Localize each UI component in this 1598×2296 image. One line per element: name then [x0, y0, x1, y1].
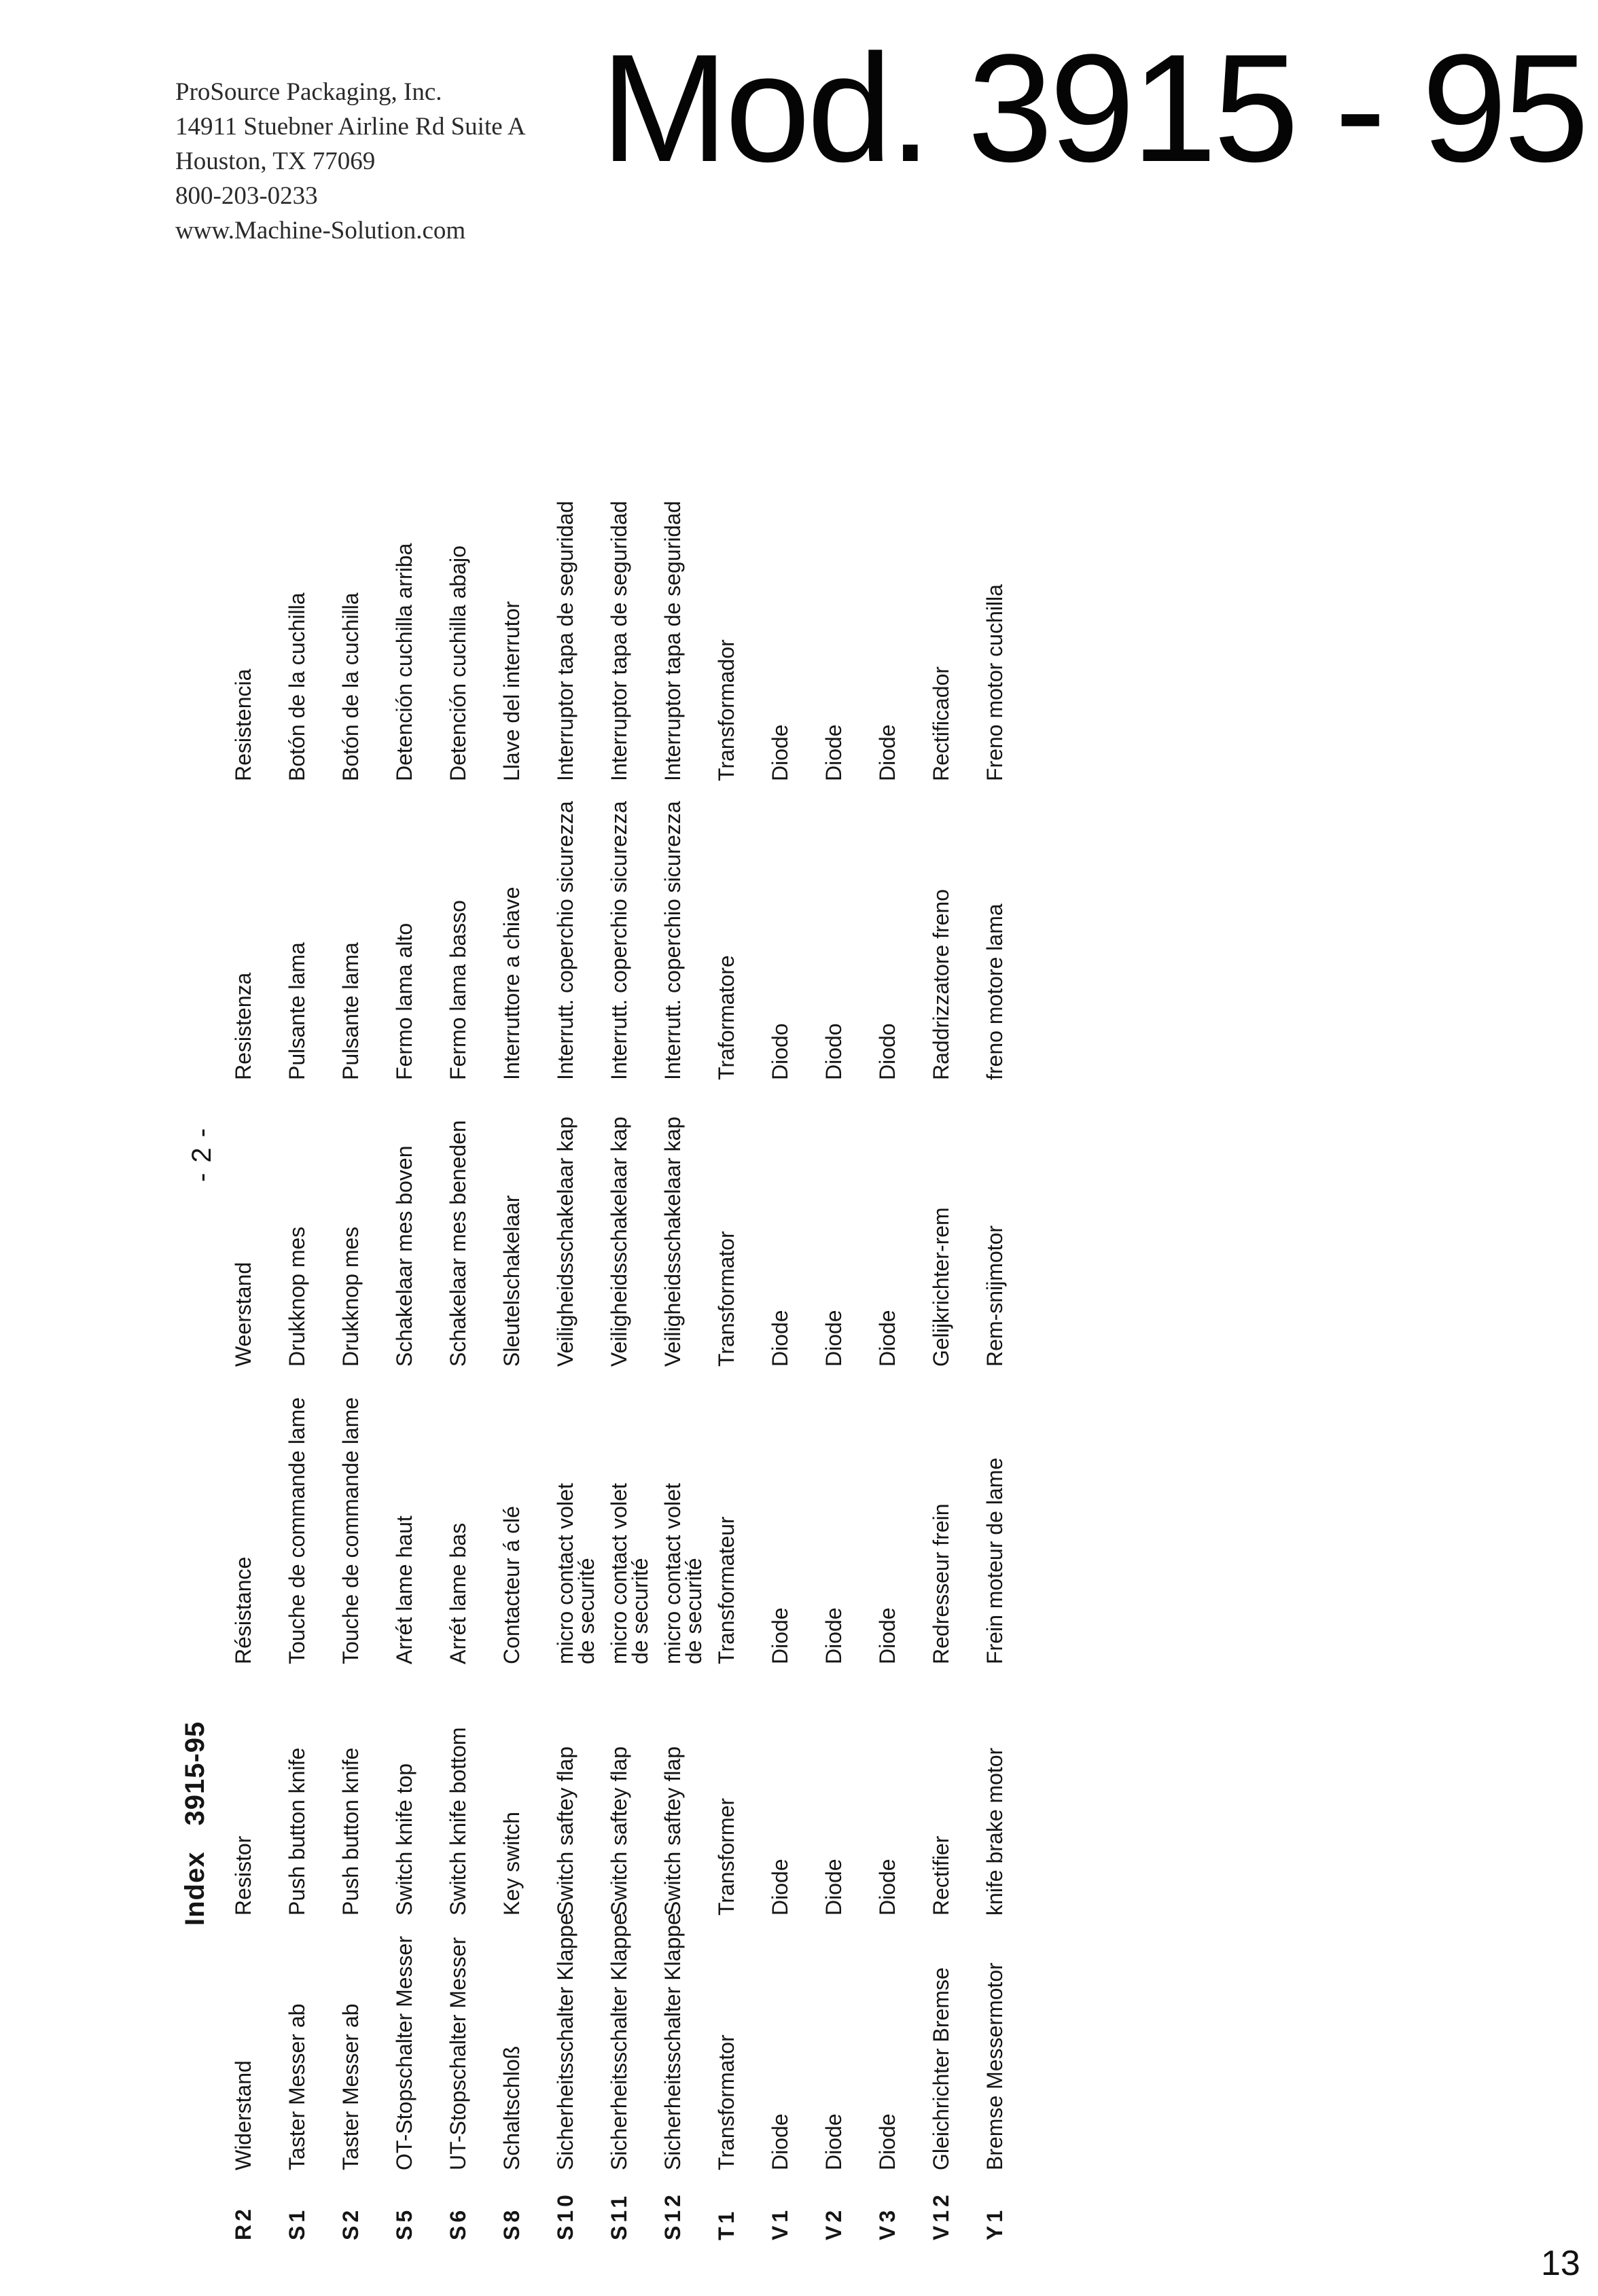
component-code: R2 [231, 2206, 255, 2240]
component-code: S8 [499, 2206, 524, 2240]
component-code: S1 [285, 2206, 309, 2240]
dutch-description: Diode [821, 1310, 846, 1367]
dutch-description: Sleutelschakelaar [499, 1195, 524, 1367]
table-row [716, 156, 770, 2242]
spanish-description: Interruptor tapa de seguridad [607, 501, 631, 781]
french-description [609, 1483, 651, 1664]
component-code: T1 [714, 2208, 739, 2240]
french-line-2: de securité [574, 1558, 599, 1664]
french-description: Transformateur [714, 1516, 739, 1664]
section-page-marker: - 2 - [187, 1126, 217, 1182]
table-row [394, 156, 448, 2242]
table-row [931, 156, 984, 2242]
german-description: Taster Messer ab [285, 2003, 309, 2170]
spanish-description: Diode [768, 724, 792, 781]
italian-description: Pulsante lama [338, 942, 363, 1080]
french-description: Diode [821, 1607, 846, 1664]
dutch-description: Veiligheidsschakelaar kap [607, 1116, 631, 1367]
french-line-2: de securité [628, 1558, 652, 1664]
german-description: OT-Stopschalter Messer [392, 1936, 416, 2170]
french-description [555, 1483, 597, 1664]
german-description: UT-Stopschalter Messer [446, 1937, 470, 2170]
english-description: Key switch [499, 1812, 524, 1916]
german-description: Widerstand [231, 2060, 255, 2170]
german-description: Sicherheitsschalter Klappe [553, 1913, 578, 2170]
italian-description: Fermo lama basso [446, 900, 470, 1080]
german-description: Diode [821, 2113, 846, 2170]
model-title: Mod. 3915 - 95 [600, 22, 1586, 194]
french-description: Redresseur frein [929, 1503, 953, 1664]
spanish-description: Llave del interrutor [499, 600, 524, 781]
english-description: Diode [875, 1859, 900, 1916]
spanish-description: Interruptor tapa de seguridad [553, 501, 578, 781]
french-description: Résistance [231, 1556, 255, 1664]
english-description: Diode [768, 1859, 792, 1916]
parts-index-table [173, 156, 1104, 2242]
table-row [877, 156, 931, 2242]
spanish-description: Detención cuchilla arriba [392, 543, 416, 781]
english-description: knife brake motor [982, 1747, 1007, 1916]
italian-description: Fermo lama alto [392, 922, 416, 1080]
italian-description: Traformatore [714, 955, 739, 1080]
spanish-description: Diode [821, 724, 846, 781]
italian-description: Interruttore a chiave [499, 886, 524, 1080]
component-code: V1 [768, 2206, 792, 2240]
english-description: Transformer [714, 1797, 739, 1916]
german-description: Sicherheitsschalter Klappe [660, 1913, 685, 2170]
component-code: S10 [553, 2191, 578, 2240]
company-street: 14911 Stuebner Airline Rd Suite A [175, 113, 526, 141]
english-description: Diode [821, 1859, 846, 1916]
table-row [823, 156, 877, 2242]
german-description: Sicherheitsschalter Klappe [607, 1913, 631, 2170]
english-description: Switch saftey flap [660, 1746, 685, 1916]
table-row [501, 156, 555, 2242]
table-row [555, 156, 609, 2242]
component-code: V12 [929, 2191, 953, 2240]
spanish-description: Diode [875, 724, 900, 781]
dutch-description: Gelijkrichter-rem [929, 1207, 953, 1367]
dutch-description: Veiligheidsschakelaar kap [553, 1116, 578, 1367]
table-row [340, 156, 394, 2242]
italian-description: Interrutt. coperchio sicurezza [660, 801, 685, 1080]
company-website: www.Machine-Solution.com [175, 217, 466, 245]
dutch-description: Transformator [714, 1231, 739, 1367]
english-description: Switch knife bottom [446, 1727, 470, 1916]
french-line-1: micro contact volet [553, 1483, 578, 1664]
english-description: Push button knife [338, 1747, 363, 1916]
table-row [287, 156, 340, 2242]
table-row [662, 156, 716, 2242]
index-label: Index [180, 1851, 210, 1926]
index-model-number: 3915-95 [180, 1721, 210, 1826]
italian-description: Interrutt. coperchio sicurezza [553, 801, 578, 1080]
french-description: Arrét lame bas [446, 1522, 470, 1664]
page-number: 13 [1541, 2244, 1580, 2283]
french-line-1: micro contact volet [607, 1483, 631, 1664]
spanish-description: Botón de la cuchilla [285, 592, 309, 781]
dutch-description: Diode [875, 1310, 900, 1367]
german-description: Diode [768, 2113, 792, 2170]
component-code: S11 [607, 2192, 631, 2240]
german-description: Bremse Messermotor [982, 1962, 1007, 2170]
component-code: V2 [821, 2206, 846, 2240]
english-description: Resistor [231, 1835, 255, 1916]
table-row [448, 156, 501, 2242]
company-phone: 800-203-0233 [175, 182, 318, 210]
dutch-description: Drukknop mes [285, 1226, 309, 1367]
spanish-description: Rectificador [929, 666, 953, 781]
component-code: S6 [446, 2206, 470, 2240]
french-description: Diode [768, 1607, 792, 1664]
english-description: Switch saftey flap [607, 1746, 631, 1916]
german-description: Schaltschloß [499, 2045, 524, 2170]
spanish-description: Resistencia [231, 668, 255, 781]
french-description: Contacteur á clé [499, 1505, 524, 1664]
parts-rows [233, 156, 1038, 2242]
english-description: Push button knife [285, 1747, 309, 1916]
component-code: S12 [660, 2191, 685, 2240]
spanish-description: Detención cuchilla abajo [446, 545, 470, 781]
german-description: Taster Messer ab [338, 2003, 363, 2170]
french-description: Touche de commande lame [285, 1397, 309, 1664]
spanish-description: Interruptor tapa de seguridad [660, 501, 685, 781]
french-description: Frein moteur de lame [982, 1457, 1007, 1664]
table-row [984, 156, 1038, 2242]
component-code: S5 [392, 2206, 416, 2240]
french-description: Touche de commande lame [338, 1397, 363, 1664]
italian-description: Diodo [768, 1023, 792, 1080]
german-description: Transformator [714, 2034, 739, 2170]
table-row [770, 156, 823, 2242]
component-code: S2 [338, 2206, 363, 2240]
spanish-description: Freno motor cuchilla [982, 584, 1007, 781]
index-title [180, 1721, 211, 1926]
german-description: Gleichrichter Bremse [929, 1967, 953, 2170]
italian-description: Diodo [875, 1023, 900, 1080]
italian-description: Diodo [821, 1023, 846, 1080]
french-description: Diode [875, 1607, 900, 1664]
component-code: V3 [875, 2206, 900, 2240]
dutch-description: Weerstand [231, 1261, 255, 1367]
english-description: Switch saftey flap [553, 1746, 578, 1916]
italian-description: Resistenza [231, 972, 255, 1080]
dutch-description: Drukknop mes [338, 1226, 363, 1367]
dutch-description: Rem-snijmotor [982, 1225, 1007, 1367]
dutch-description: Schakelaar mes boven [392, 1145, 416, 1367]
table-row [609, 156, 662, 2242]
french-line-2: de securité [681, 1558, 706, 1664]
table-row [233, 156, 287, 2242]
component-code: Y1 [982, 2206, 1007, 2240]
english-description: Switch knife top [392, 1763, 416, 1916]
french-description [662, 1483, 705, 1664]
german-description: Diode [875, 2113, 900, 2170]
company-name: ProSource Packaging, Inc. [175, 78, 442, 106]
company-city: Houston, TX 77069 [175, 147, 376, 175]
italian-description: Interrutt. coperchio sicurezza [607, 801, 631, 1080]
dutch-description: Diode [768, 1310, 792, 1367]
dutch-description: Schakelaar mes beneden [446, 1120, 470, 1367]
french-description: Arrét lame haut [392, 1515, 416, 1664]
italian-description: Pulsante lama [285, 942, 309, 1080]
italian-description: Raddrizzatore freno [929, 889, 953, 1080]
english-description: Rectifier [929, 1835, 953, 1916]
italian-description: freno motore lama [982, 903, 1007, 1080]
french-line-1: micro contact volet [660, 1483, 685, 1664]
dutch-description: Veiligheidsschakelaar kap [660, 1116, 685, 1367]
spanish-description: Transformador [714, 639, 739, 781]
spanish-description: Botón de la cuchilla [338, 592, 363, 781]
